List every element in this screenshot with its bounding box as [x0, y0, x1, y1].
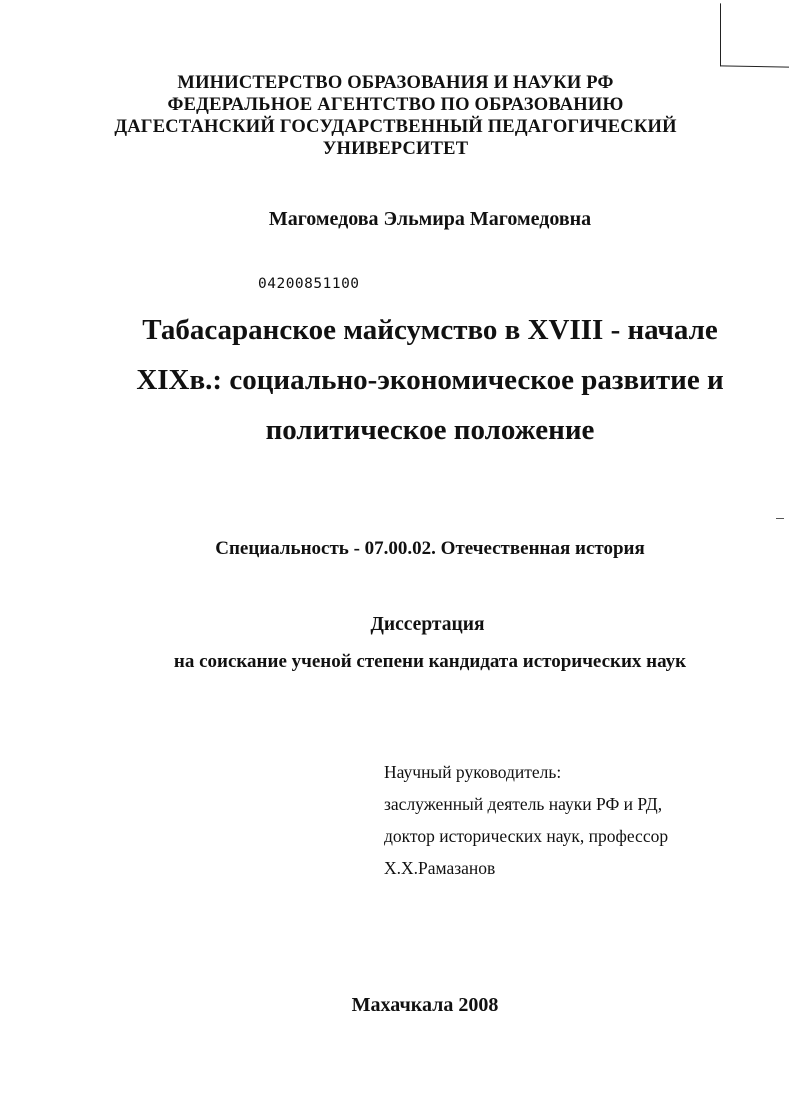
- dissertation-subtitle: на соискание ученой степени кандидата исторических наук: [173, 651, 687, 672]
- author-name: Магомедова Эльмира Магомедовна: [268, 208, 592, 230]
- dissertation-title: [100, 305, 760, 455]
- institution-line-university: ДАГЕСТАНСКИЙ ГОСУДАРСТВЕННЫЙ ПЕДАГОГИЧЕСКИЙ: [114, 117, 677, 137]
- title-line-1: Табасаранское майсумство в XVIII - начале: [142, 314, 718, 346]
- specialty: Специальность - 07.00.02. Отечественная история: [215, 538, 645, 559]
- advisor-line-degree: доктор исторических наук, профессор: [384, 826, 669, 846]
- catalog-number: 04200851100: [258, 276, 360, 292]
- institution-line-university-end: УНИВЕРСИТЕТ: [322, 139, 469, 159]
- dissertation-label: Диссертация: [370, 614, 485, 635]
- scan-edge-tick: [776, 518, 784, 519]
- city-year: Махачкала 2008: [351, 994, 499, 1016]
- advisor-line-honor: заслуженный деятель науки РФ и РД,: [384, 794, 663, 814]
- advisor-line-name: Х.Х.Рамазанов: [384, 858, 496, 878]
- advisor-block: [384, 756, 668, 884]
- institution-line-ministry: МИНИСТЕРСТВО ОБРАЗОВАНИЯ И НАУКИ РФ: [177, 73, 614, 93]
- institution-header: [0, 72, 791, 160]
- institution-line-agency: ФЕДЕРАЛЬНОЕ АГЕНТСТВО ПО ОБРАЗОВАНИЮ: [167, 95, 624, 115]
- scan-corner-mark: [720, 3, 789, 67]
- title-line-2: XIXв.: социально-экономическое развитие и: [136, 364, 724, 396]
- advisor-line-label: Научный руководитель:: [384, 762, 562, 782]
- title-line-3: политическое положение: [265, 414, 595, 446]
